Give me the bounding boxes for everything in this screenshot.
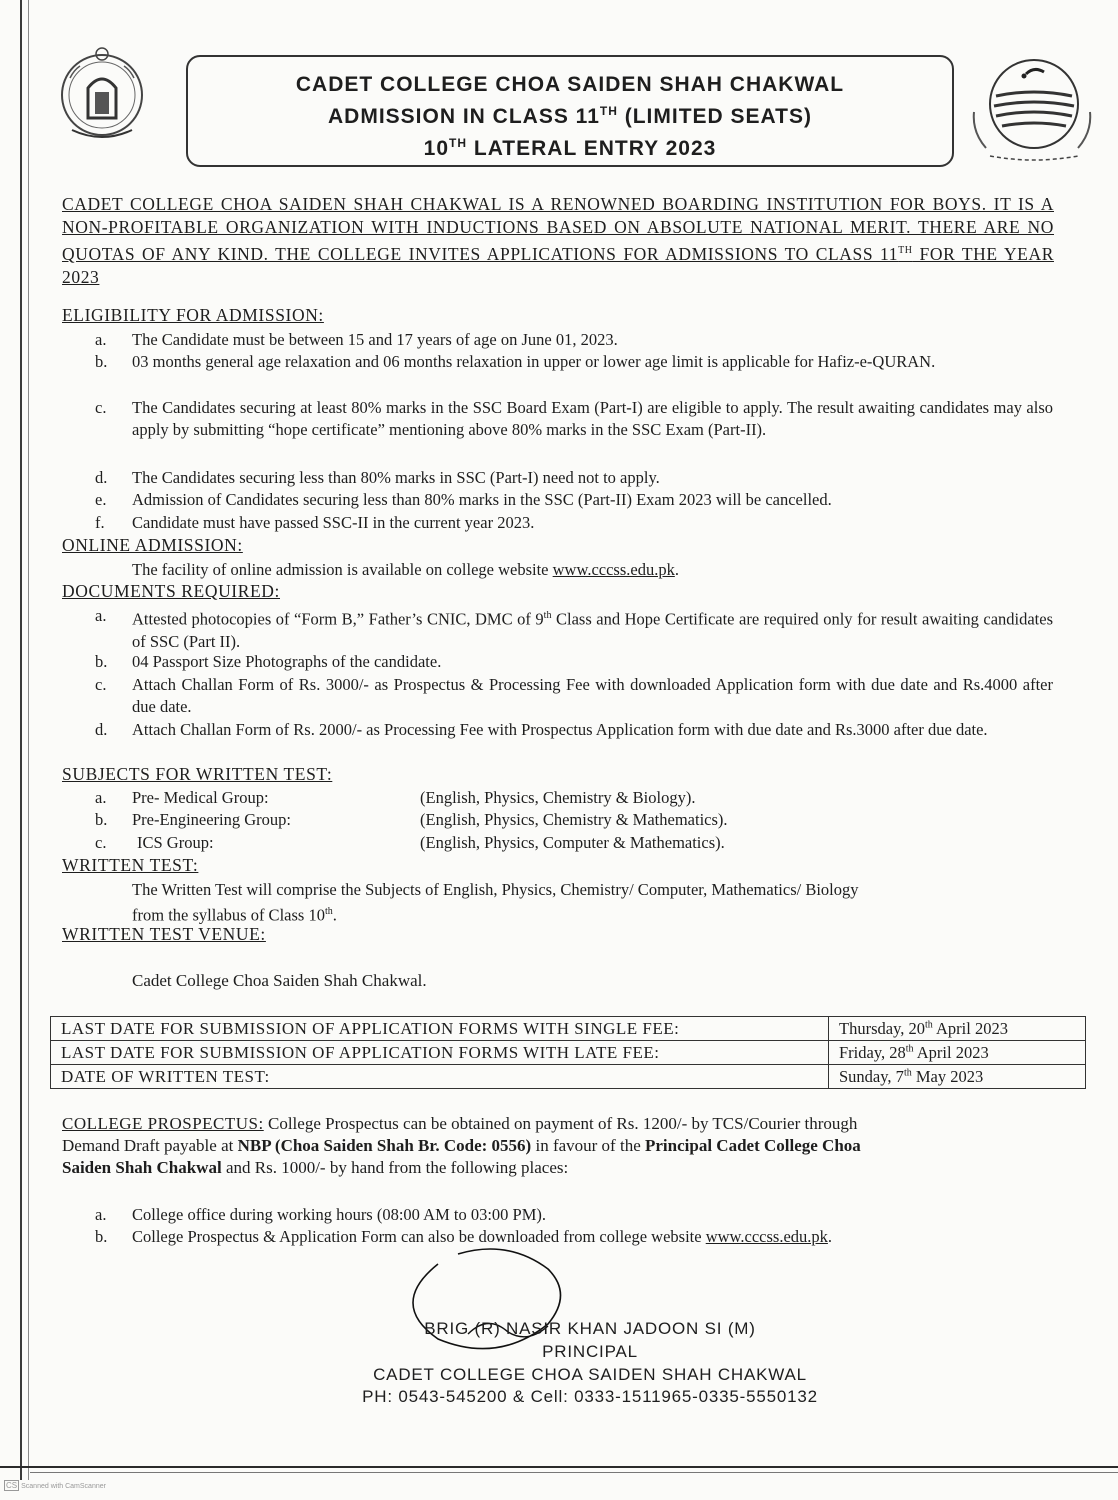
eligibility-item-e: e. Admission of Candidates securing less than 80% marks in the SSC (Part-II) Exam 2023 will be cancelled. — [95, 490, 832, 509]
prospectus-item-b: b. College Prospectus & Application Form can also be downloaded from college website www.cccss.edu.pk. — [95, 1227, 833, 1246]
documents-item-c: c. Attach Challan Form of Rs. 3000/- as Prospectus & Processing Fee with downloaded Application form with due date and Rs.4000 after due date. — [95, 675, 1053, 716]
eligibility-heading: ELIGIBILITY FOR ADMISSION: — [62, 305, 324, 325]
documents-heading: DOCUMENTS REQUIRED: — [62, 581, 280, 601]
prospectus-paragraph: COLLEGE PROSPECTUS: College Prospectus can be obtained on payment of Rs. 1200/- by TCS/Courier through Demand Draft payable at NBP (Choa Saiden Shah Br. Code: 0556) in favour of the Principal Cadet College Choa Saiden Shah Chakwal and Rs. 1000/- by hand from the following places: — [62, 1114, 861, 1177]
date-value-single-fee: Thursday, 20th April 2023 — [829, 1017, 1086, 1041]
important-dates-table — [50, 1016, 1086, 1089]
prospectus-heading: COLLEGE PROSPECTUS: — [62, 1114, 264, 1133]
college-website-link[interactable]: www.cccss.edu.pk — [552, 560, 675, 579]
scan-border-bottom — [0, 1466, 1118, 1468]
date-value-written-test: Sunday, 7th May 2023 — [829, 1065, 1086, 1089]
table-row — [51, 1017, 1086, 1041]
college-crest-icon — [52, 40, 152, 150]
online-admission-heading: ONLINE ADMISSION: — [62, 535, 243, 555]
title-box — [186, 55, 954, 167]
signature-college-name: CADET COLLEGE CHOA SAIDEN SHAH CHAKWAL — [373, 1365, 807, 1384]
eligibility-item-f: f. Candidate must have passed SSC-II in the current year 2023. — [95, 513, 535, 532]
scan-border-left — [20, 0, 22, 1480]
written-test-text: The Written Test will comprise the Subjects of English, Physics, Chemistry/ Computer, Mathematics/ Biology from the syllabus of Class 10th. — [132, 880, 859, 925]
subjects-heading: SUBJECTS FOR WRITTEN TEST: — [62, 764, 333, 784]
college-website-link[interactable]: www.cccss.edu.pk — [705, 1227, 828, 1246]
date-label-late-fee: LAST DATE FOR SUBMISSION OF APPLICATION FORMS WITH LATE FEE: — [51, 1041, 829, 1065]
eligibility-item-a: a. The Candidate must be between 15 and 17 years of age on June 01, 2023. — [95, 330, 618, 349]
scan-border-left-inner — [28, 0, 29, 1480]
scan-border-bottom-inner — [30, 1472, 1118, 1473]
principal-title: PRINCIPAL — [542, 1342, 638, 1361]
date-label-single-fee: LAST DATE FOR SUBMISSION OF APPLICATION FORMS WITH SINGLE FEE: — [51, 1017, 829, 1041]
documents-item-b: b. 04 Passport Size Photographs of the candidate. — [95, 652, 442, 671]
principal-name: BRIG (R) NASIR KHAN JADOON SI (M) — [424, 1319, 756, 1338]
title-line-1: CADET COLLEGE CHOA SAIDEN SHAH CHAKWAL — [295, 73, 845, 96]
table-row — [51, 1041, 1086, 1065]
title-line-3: 10TH LATERAL ENTRY 2023 — [423, 136, 717, 160]
eligibility-item-c: c. The Candidates securing at least 80% marks in the SSC Board Exam (Part-I) are eligible to apply. The result awaiting candidates may also apply by submitting “hope certificate” mentioning above 80% marks in the SSC Exam (Part-II). — [95, 398, 1053, 439]
date-value-late-fee: Friday, 28th April 2023 — [829, 1041, 1086, 1065]
eligibility-item-d: d. The Candidates securing less than 80% marks in SSC (Part-I) need not to apply. — [95, 468, 660, 487]
punjab-emblem-icon — [966, 52, 1096, 170]
venue-text: Cadet College Choa Saiden Shah Chakwal. — [132, 971, 427, 990]
intro-paragraph: CADET COLLEGE CHOA SAIDEN SHAH CHAKWAL IS A RENOWNED BOARDING INSTITUTION FOR BOYS. IT IS A NON-PROFITABLE ORGANIZATION WITH INDUCTIONS BASED ON ABSOLUTE NATIONAL MERIT. THERE ARE NO QUOTAS OF ANY KIND. THE COLLEGE INVITES APPLICATIONS FOR ADMISSIONS TO CLASS 11TH FOR THE YEAR 2023 — [62, 194, 1054, 287]
venue-heading: WRITTEN TEST VENUE: — [62, 924, 266, 944]
scanner-watermark: CS Scanned with CamScanner — [6, 1481, 106, 1490]
eligibility-item-b: b. 03 months general age relaxation and 06 months relaxation in upper or lower age limit is applicable for Hafiz-e-QURAN. — [95, 352, 936, 371]
documents-item-d: d. Attach Challan Form of Rs. 2000/- as Processing Fee with Prospectus Application form with due date and Rs.3000 after due date. — [95, 720, 988, 739]
title-line-2: ADMISSION IN CLASS 11TH (LIMITED SEATS) — [328, 104, 812, 128]
signature-phone: PH: 0543-545200 & Cell: 0333-1511965-0335-5550132 — [362, 1387, 818, 1406]
date-label-written-test: DATE OF WRITTEN TEST: — [51, 1065, 829, 1089]
table-row — [51, 1065, 1086, 1089]
documents-item-a: a. Attested photocopies of “Form B,” Father’s CNIC, DMC of 9th Class and Hope Certificate are required only for result awaiting candidates of SSC (Part II). — [95, 606, 1053, 651]
prospectus-item-a: a. College office during working hours (08:00 AM to 03:00 PM). — [95, 1205, 546, 1224]
online-admission-text: The facility of online admission is available on college website www.cccss.edu.pk. — [132, 560, 679, 579]
written-test-heading: WRITTEN TEST: — [62, 855, 199, 875]
